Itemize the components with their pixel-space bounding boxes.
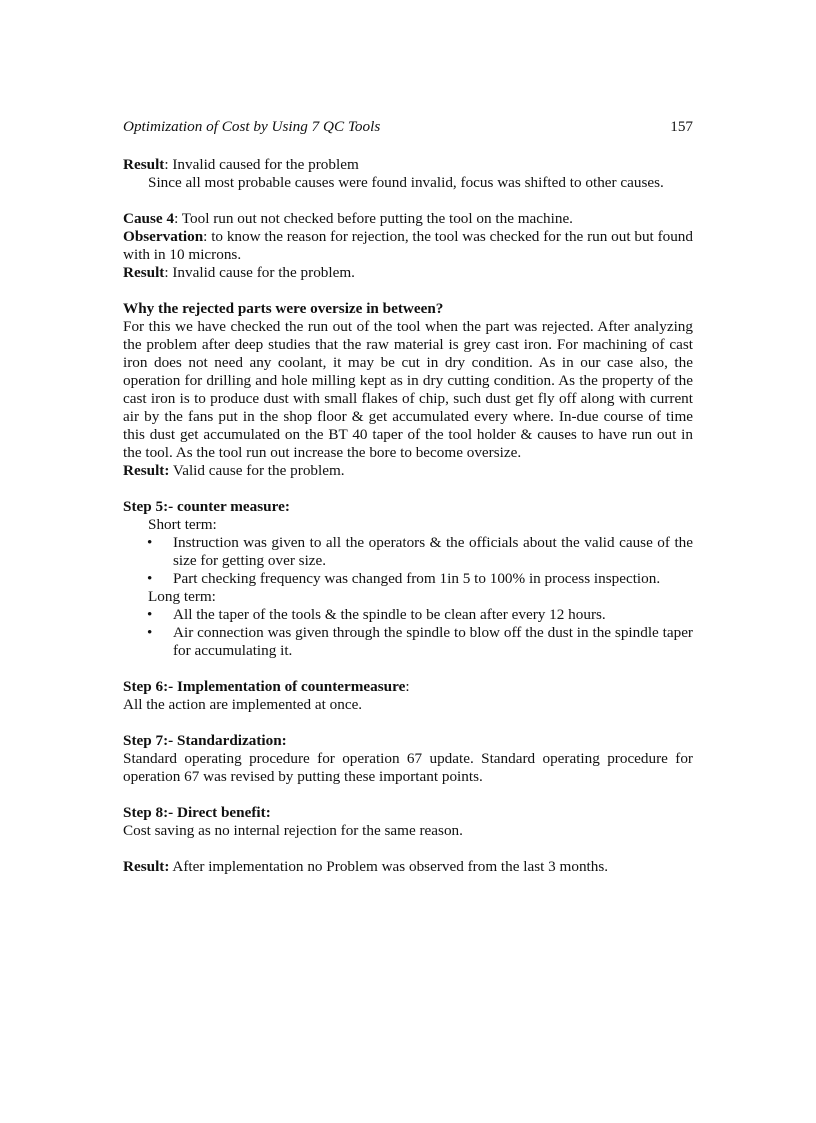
step-6-heading-text: Step 6:- Implementation of countermeasure <box>123 678 406 695</box>
list-item-text: Air connection was given through the spindle to blow off the dust in the spindle taper for accumulating it. <box>173 624 693 659</box>
cause-4-result-label: Result <box>123 264 165 281</box>
page-number: 157 <box>670 118 693 135</box>
why-body-paragraph: For this we have checked the run out of the tool when the part was rejected. After analyzing the problem after deep studies that the raw material is grey cast iron. For machining of cast iron does not need any coolant, it may be cut in dry condition. As in our case also, the operation for drilling and hole milling kept as in dry cutting condition. As the property of the cast iron is to produce dust with small flakes of chip, such dust get fly off along with current air by the fans put in the shop floor & get accumulated every where. In-due course of time this dust get accumulated on the BT 40 taper of the tool holder & causes to have run out in the tool. As the tool run out increase the bore to become oversize. <box>123 318 693 461</box>
short-term-label: Short term: <box>148 516 217 533</box>
observation-text: : to know the reason for rejection, the tool was checked for the run out but found with in 10 microns. <box>123 228 693 263</box>
step-5-heading-text: Step 5:- counter measure: <box>123 498 290 515</box>
list-item-text: Part checking frequency was changed from 1in 5 to 100% in process inspection. <box>173 570 661 587</box>
shift-focus-paragraph: Since all most probable causes were found invalid, focus was shifted to other causes. <box>148 174 664 191</box>
final-result-line <box>123 858 693 876</box>
list-item-text: Instruction was given to all the operators & the officials about the valid cause of the size for getting over size. <box>173 534 693 569</box>
final-result-label: Result: <box>123 858 170 875</box>
result-label: Result <box>123 156 165 173</box>
final-result-text: After implementation no Problem was observed from the last 3 months. <box>169 858 609 875</box>
cause-4-line <box>123 210 693 228</box>
step-6-heading <box>123 678 693 696</box>
why-result-text: Valid cause for the problem. <box>169 462 345 479</box>
bullet-icon: • <box>147 624 153 641</box>
why-heading-text: Why the rejected parts were oversize in between? <box>123 300 444 317</box>
long-term-label: Long term: <box>148 588 216 605</box>
step-7-heading <box>123 732 693 750</box>
step-8-heading-text: Step 8:- Direct benefit: <box>123 804 271 821</box>
result-line-1 <box>123 156 693 174</box>
why-heading <box>123 300 693 318</box>
why-result-line <box>123 462 693 480</box>
step-5-heading <box>123 498 693 516</box>
cause-4-text: : Tool run out not checked before putting the tool on the machine. <box>174 210 573 227</box>
long-term-list <box>123 606 693 660</box>
list-item <box>123 534 693 570</box>
observation-line <box>123 228 693 264</box>
list-item <box>123 624 693 660</box>
short-term-list <box>123 534 693 588</box>
running-title: Optimization of Cost by Using 7 QC Tools <box>123 118 381 135</box>
observation-label: Observation <box>123 228 204 245</box>
step-8-body: Cost saving as no internal rejection for the same reason. <box>123 822 463 839</box>
list-item-text: All the taper of the tools & the spindle to be clean after every 12 hours. <box>173 606 606 623</box>
cause-4-label: Cause 4 <box>123 210 175 227</box>
cause-4-result-text: : Invalid cause for the problem. <box>164 264 355 281</box>
step-7-heading-text: Step 7:- Standardization: <box>123 732 287 749</box>
paper-page <box>123 118 693 876</box>
why-result-label: Result: <box>123 462 170 479</box>
list-item <box>123 606 693 624</box>
bullet-icon: • <box>147 570 153 587</box>
result-text: : Invalid caused for the problem <box>164 156 359 173</box>
cause-4-result-line <box>123 264 693 282</box>
step-8-heading <box>123 804 693 822</box>
list-item <box>123 570 693 588</box>
step-6-body: All the action are implemented at once. <box>123 696 363 713</box>
bullet-icon: • <box>147 606 153 623</box>
step-6-colon: : <box>405 678 410 695</box>
running-header <box>123 118 693 138</box>
step-7-body: Standard operating procedure for operation 67 update. Standard operating procedure for operation 67 was revised by putting these important points. <box>123 750 693 785</box>
bullet-icon: • <box>147 534 153 551</box>
